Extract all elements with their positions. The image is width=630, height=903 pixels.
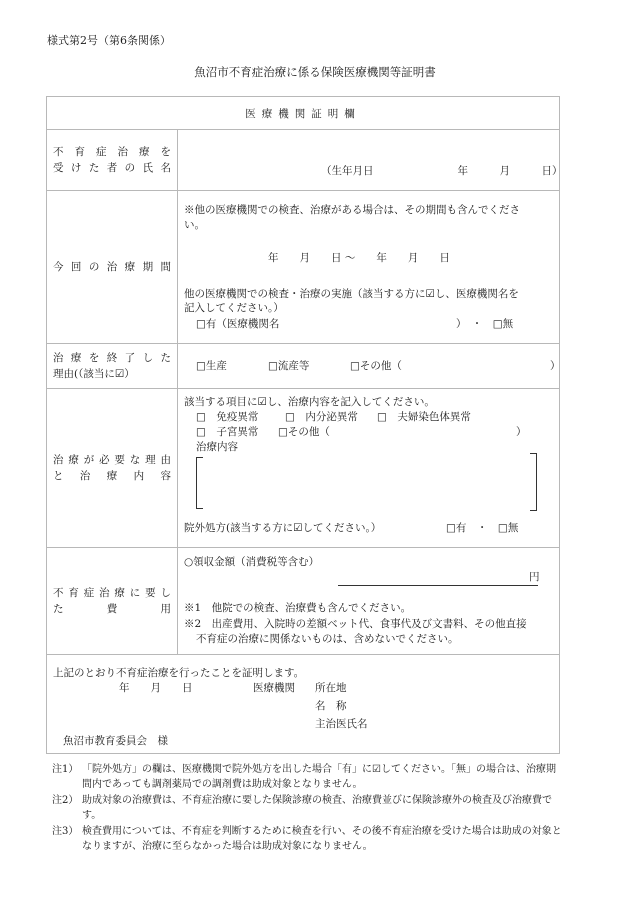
need-label [47,389,178,548]
note-key: 注1） [52,764,79,775]
amount-input[interactable] [338,572,538,586]
immune-checkbox[interactable]: □ 免疫異常 [196,411,259,423]
cost-note-2b: 不育症の治療に関係ないものは、含めないでください。 [196,633,459,645]
content-label: 治療内容 [196,441,238,453]
form-number: 様式第2号（第6条関係） [47,34,171,47]
cert-recipient: 魚沼市教育委員会 様 [63,735,168,747]
period-no-checkbox[interactable]: ） ・ □無 [456,318,514,330]
cert-doctor[interactable]: 主治医氏名 [315,718,368,730]
patient-name-field[interactable] [178,130,563,191]
cert-row [47,655,560,754]
period-other-1: 他の医療機関での検査・治療の実施（該当する方に☑し、医療機関名を [184,288,519,300]
period-note-2: い。 [184,219,205,231]
patient-dob: （生年月日 年 月 日） [321,165,563,177]
end-reason-field [178,344,560,389]
end-reason-label [47,344,178,389]
cert-institution: 医療機関 [253,682,295,694]
period-other-2: 記入してください。） [184,302,284,314]
cert-name[interactable]: 名 称 [315,700,347,712]
other-reason-close: ） [550,360,561,372]
amount-label: ○領収金額（消費税等含む） [184,556,320,568]
period-note-1: ※他の医療機関での検査、治療がある場合は、その期間も含んでくださ [184,204,520,216]
cost-label-1: 不育症治療に要し [53,587,171,599]
note-text: 「院外処方」の欄は、医療機関で院外処方を出した場合「有」に☑してください。「無」の場合は、治療期間内であっても調剤薬局での調剤費は助成対象となりません。 [82,764,556,790]
cost-label-2: た 費 用 [53,603,171,615]
outside-prescription: 院外処方(該当する方に☑してください。） [184,522,382,534]
period-label [47,191,178,344]
endocrine-checkbox[interactable]: □ 内分泌異常 [285,411,358,423]
yen-unit: 円 [529,571,540,583]
cost-row [47,548,560,655]
birth-checkbox[interactable]: □生産 [196,360,227,372]
note-key: 注3） [52,826,79,837]
note-item [52,762,562,792]
need-other-close: ） [516,426,527,438]
period-label-text: 今回の治療期間 [53,261,171,273]
note-key: 注2） [52,795,79,806]
cost-field [178,548,560,655]
cert-date[interactable]: 年 月 日 [119,682,193,694]
end-reason-label-2: 理由(（該当に☑） [53,368,135,380]
outside-yes-no[interactable]: □有 ・ □無 [446,522,519,534]
section-header: 医療機関証明欄 [47,97,560,130]
cert-field [47,655,560,754]
period-row [47,191,560,344]
note-text: 検査費用については、不育症を判断するために検査を行い、その後不育症治療を受けた場合は助成の対象となりますが、治療に至らなかった場合は助成対象になりません。 [82,826,562,852]
need-other-checkbox[interactable]: □その他（ [278,426,330,438]
other-reason-checkbox[interactable]: □その他（ [350,360,402,372]
need-row [47,389,560,548]
right-bracket [530,453,537,511]
note-item [52,793,562,823]
cost-note-2a: ※2 出産費用、入院時の差額ベット代、食事代及び文書料、その他直接 [184,618,527,630]
period-yes-checkbox[interactable]: □有（医療機関名 [196,318,280,330]
period-field[interactable] [178,191,560,344]
content-input[interactable] [206,459,526,507]
chromosome-checkbox[interactable]: □ 夫婦染色体異常 [377,411,471,423]
note-item [52,824,562,854]
notes [52,762,562,855]
period-range: 年 月 日 〜 年 月 日 [268,252,450,264]
end-reason-row [47,344,560,389]
end-reason-label-1: 治療を終了した [53,352,171,364]
page-title: 魚沼市不育症治療に係る保険医療機関等証明書 [194,65,436,79]
need-instruction: 該当する項目に☑し、治療内容を記入してください。 [184,396,435,408]
miscarriage-checkbox[interactable]: □流産等 [268,360,310,372]
patient-row [47,130,560,191]
cost-note-1: ※1 他院での検査、治療費も含んでください。 [184,602,412,614]
patient-label [47,130,178,191]
note-text: 助成対象の治療費は、不育症治療に要した保険診療の検査、治療費並びに保険診療外の検査及び治療費です。 [82,795,552,821]
left-bracket [196,457,203,509]
certificate-table [46,96,563,754]
patient-label-line2: 受けた者の氏名 [53,162,171,174]
cert-statement: 上記のとおり不育症治療を行ったことを証明します。 [53,667,305,679]
cost-label [47,548,178,655]
cert-address[interactable]: 所在地 [315,682,347,694]
need-label-1: 治療が必要な理由 [53,454,171,466]
need-label-2: と 治 療 内 容 [53,470,171,482]
uterine-checkbox[interactable]: □ 子宮異常 [196,426,259,438]
need-field [178,389,560,548]
patient-label-line1: 不育症治療を [53,146,171,158]
